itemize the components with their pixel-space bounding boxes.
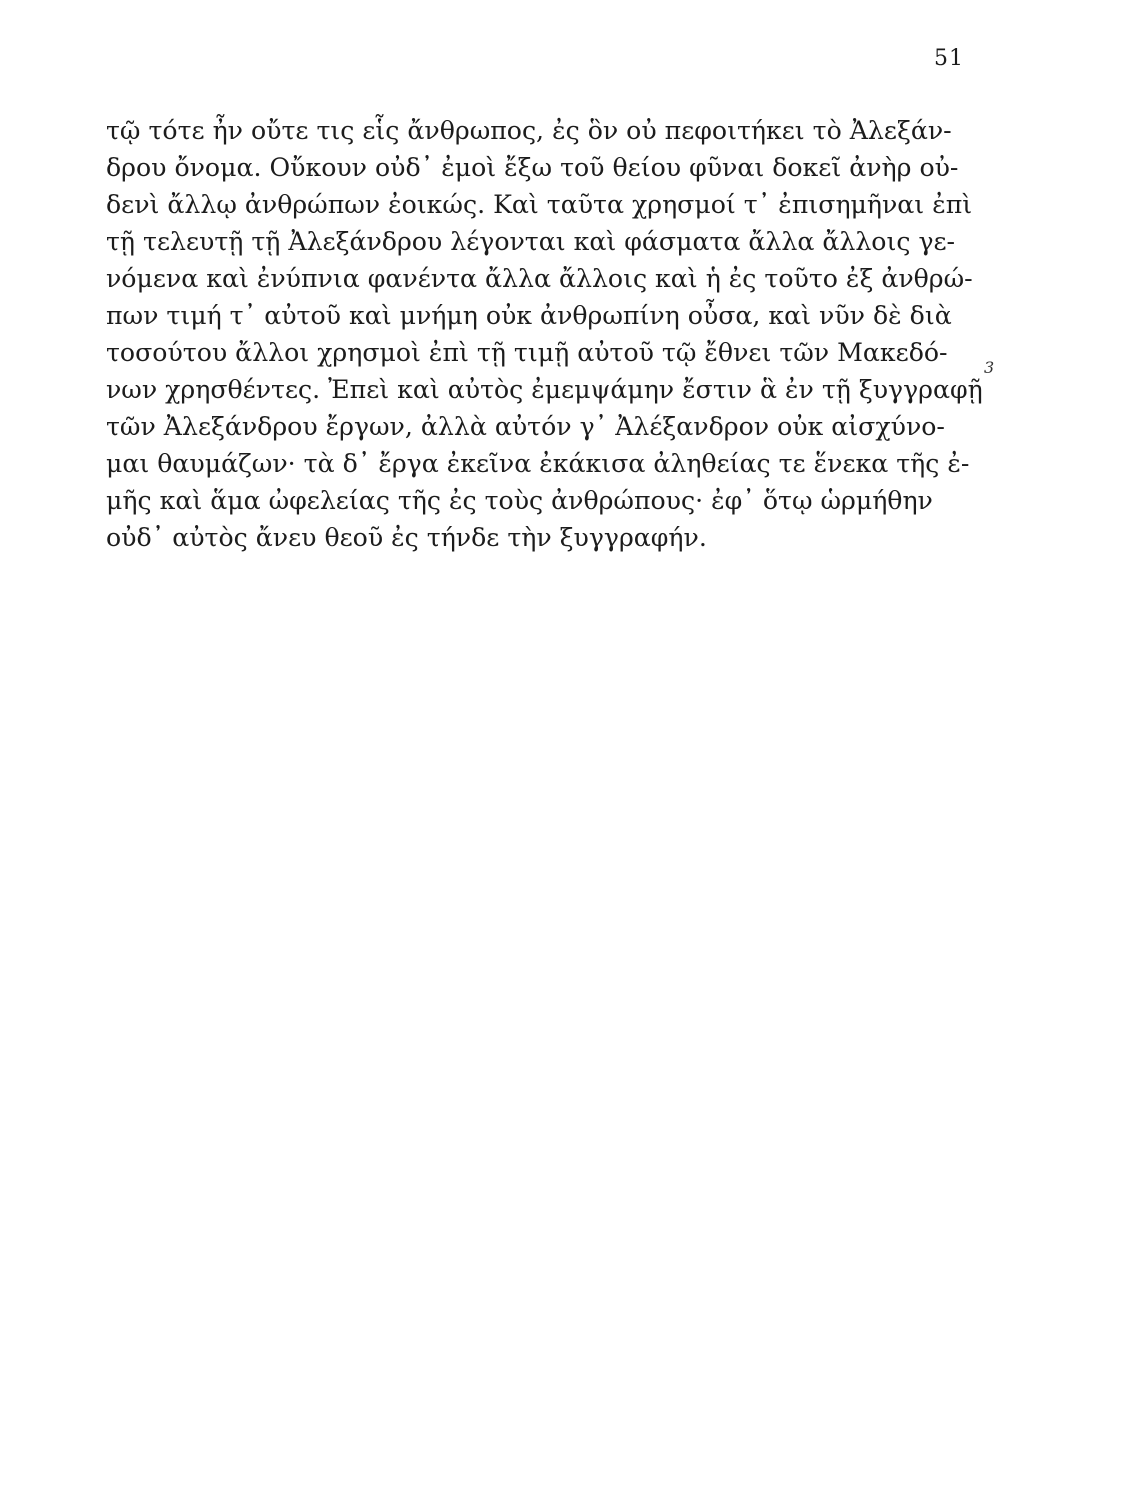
text-line-11: μῆς καὶ ἅμα ὠφελείας τῆς ἐς τοὺς ἀνθρώπους· ἐφ᾽ ὅτῳ ὡρμήθην — [106, 486, 933, 515]
text-line-5: νόμενα καὶ ἐνύπνια φανέντα ἄλλα ἄλλοις καὶ ἡ ἐς τοῦτο ἐξ ἀνθρώ- — [106, 264, 973, 293]
text-line-1: τῷ τότε ἦν οὔτε τις εἷς ἄνθρωπος, ἐς ὃν οὐ πεφοιτήκει τὸ Ἀλεξάν- — [106, 116, 952, 145]
margin-section-number: 3 — [984, 358, 995, 377]
text-line-9: τῶν Ἀλεξάνδρου ἔργων, ἀλλὰ αὐτόν γ᾽ Ἀλέξανδρον οὐκ αἰσχύνο- — [106, 412, 945, 441]
text-line-2: δρου ὄνομα. Οὔκουν οὐδ᾽ ἐμοὶ ἔξω τοῦ θείου φῦναι δοκεῖ ἀνὴρ οὐ- — [106, 153, 959, 182]
text-line-8: νων χρησθέντες. Ἐπεὶ καὶ αὐτὸς ἐμεμψάμην ἔστιν ἃ ἐν τῇ ξυγγραφῇ — [106, 375, 983, 404]
text-line-7: τοσούτου ἄλλοι χρησμοὶ ἐπὶ τῇ τιμῇ αὐτοῦ τῷ ἔθνει τῶν Μακεδό- — [106, 338, 948, 367]
text-line-10: μαι θαυμάζων· τὰ δ᾽ ἔργα ἐκεῖνα ἐκάκισα ἀληθείας τε ἕνεκα τῆς ἐ- — [106, 449, 970, 478]
text-line-4: τῇ τελευτῇ τῇ Ἀλεξάνδρου λέγονται καὶ φάσματα ἄλλα ἄλλοις γε- — [106, 227, 956, 256]
text-line-3: δενὶ ἄλλῳ ἀνθρώπων ἐοικώς. Καὶ ταῦτα χρησμοί τ᾽ ἐπισημῆναι ἐπὶ — [106, 190, 973, 219]
greek-text-block — [106, 112, 986, 556]
page-number: 51 — [934, 46, 964, 71]
text-line-6: πων τιμή τ᾽ αὐτοῦ καὶ μνήμη οὐκ ἀνθρωπίνη οὖσα, καὶ νῦν δὲ διὰ — [106, 301, 952, 330]
text-line-12: οὐδ᾽ αὐτὸς ἄνευ θεοῦ ἐς τήνδε τὴν ξυγγραφήν. — [106, 523, 707, 552]
